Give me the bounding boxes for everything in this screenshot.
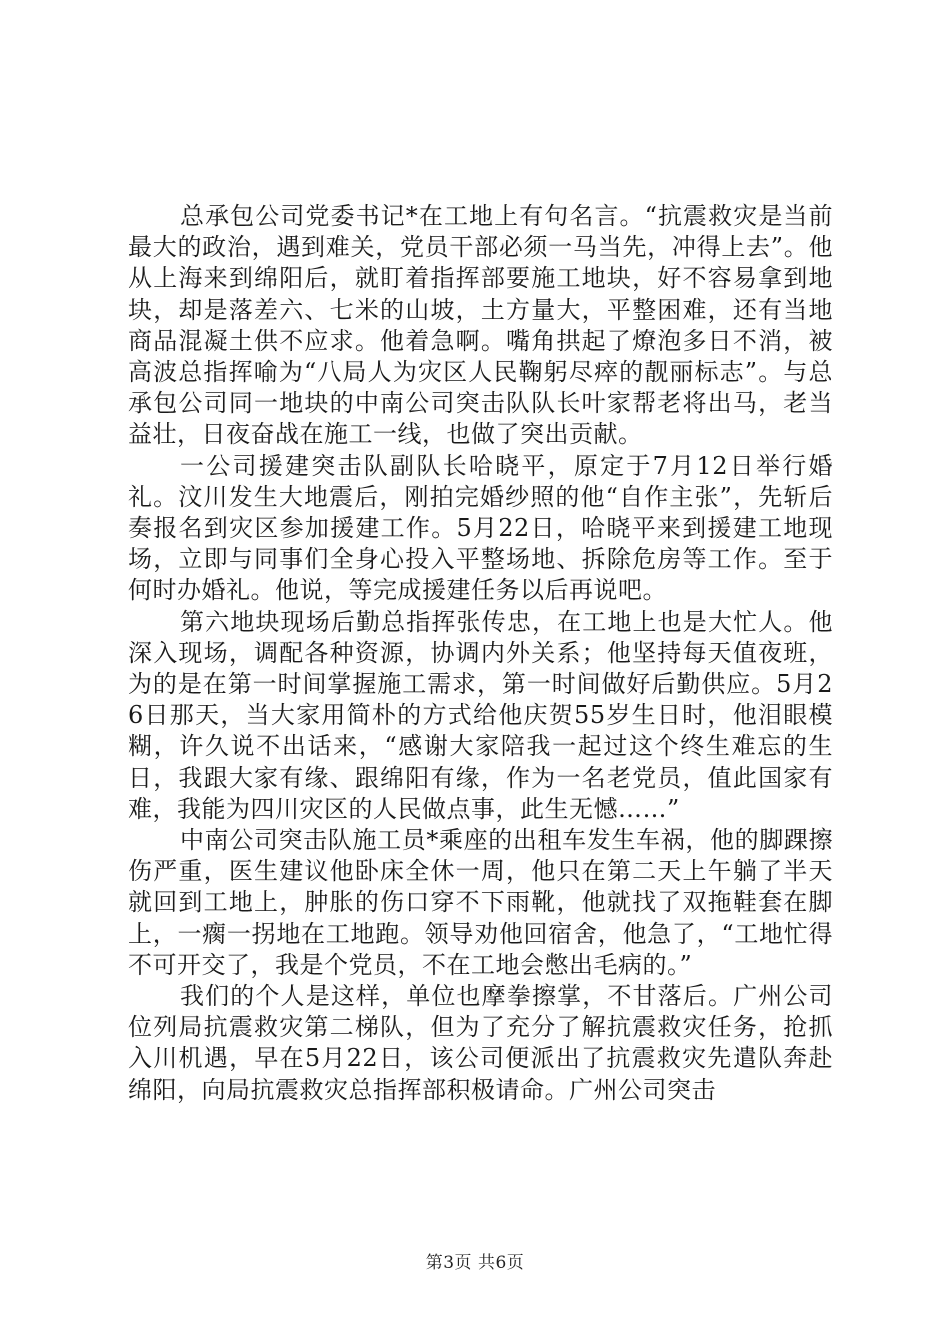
paragraph-ha-xiaoping: 一公司援建突击队副队长哈晓平，原定于7月12日举行婚礼。汶川发生大地震后，刚拍完婚纱照的他“自作主张”，先斩后奏报名到灾区参加援建工作。5月22日，哈晓平来到援建工地现场，立即与同事们全身心投入平整场地、拆除危房等工作。至于何时办婚礼。他说，等完成援建任务以后再说吧。 (128, 451, 833, 605)
paragraph-construction-worker: 中南公司突击队施工员*乘座的出租车发生车祸，他的脚踝擦伤严重，医生建议他卧床全休一周，他只在第二天上午躺了半天就回到工地上，肿胀的伤口穿不下雨靴，他就找了双拖鞋套在脚上，一瘸一拐地在工地跑。领导劝他回宿舍，他急了，“工地忙得不可开交了，我是个党员，不在工地会憋出毛病的。” (128, 826, 833, 979)
article-body (128, 201, 833, 1106)
page-number-footer: 第3页 共6页 (425, 1253, 525, 1273)
paragraph-zhang-chuanzhong: 第六地块现场后勤总指挥张传忠，在工地上也是大忙人。他深入现场，调配各种资源，协调内外关系；他坚持每天值夜班，为的是在第一时间掌握施工需求，第一时间做好后勤供应。5月26日那天，当大家用简朴的方式给他庆贺55岁生日时，他泪眼模糊，许久说不出话来，“感谢大家陪我一起过这个终生难忘的生日，我跟大家有缘、跟绵阳有缘，作为一名老党员，值此国家有难，我能为四川灾区的人民做点事，此生无憾……” (128, 607, 833, 823)
paragraph-guangzhou-company: 我们的个人是这样，单位也摩拳擦掌，不甘落后。广州公司位列局抗震救灾第二梯队，但为了充分了解抗震救灾任务，抢抓入川机遇，早在5月22日，该公司便派出了抗震救灾先遣队奔赴绵阳，向局抗震救灾总指挥部积极请命。广州公司突击 (128, 982, 833, 1104)
paragraph-party-secretary: 总承包公司党委书记*在工地上有句名言。“抗震救灾是当前最大的政治，遇到难关，党员干部必须一马当先，冲得上去”。他从上海来到绵阳后，就盯着指挥部要施工地块，好不容易拿到地块，却是落差六、七米的山坡，土方量大，平整困难，还有当地商品混凝土供不应求。他着急啊。嘴角拱起了燎泡多日不消，被高波总指挥喻为“八局人为灾区人民鞠躬尽瘁的靓丽标志”。与总承包公司同一地块的中南公司突击队队长叶家帮老将出马，老当益壮，日夜奋战在施工一线，也做了突出贡献。 (128, 202, 833, 449)
